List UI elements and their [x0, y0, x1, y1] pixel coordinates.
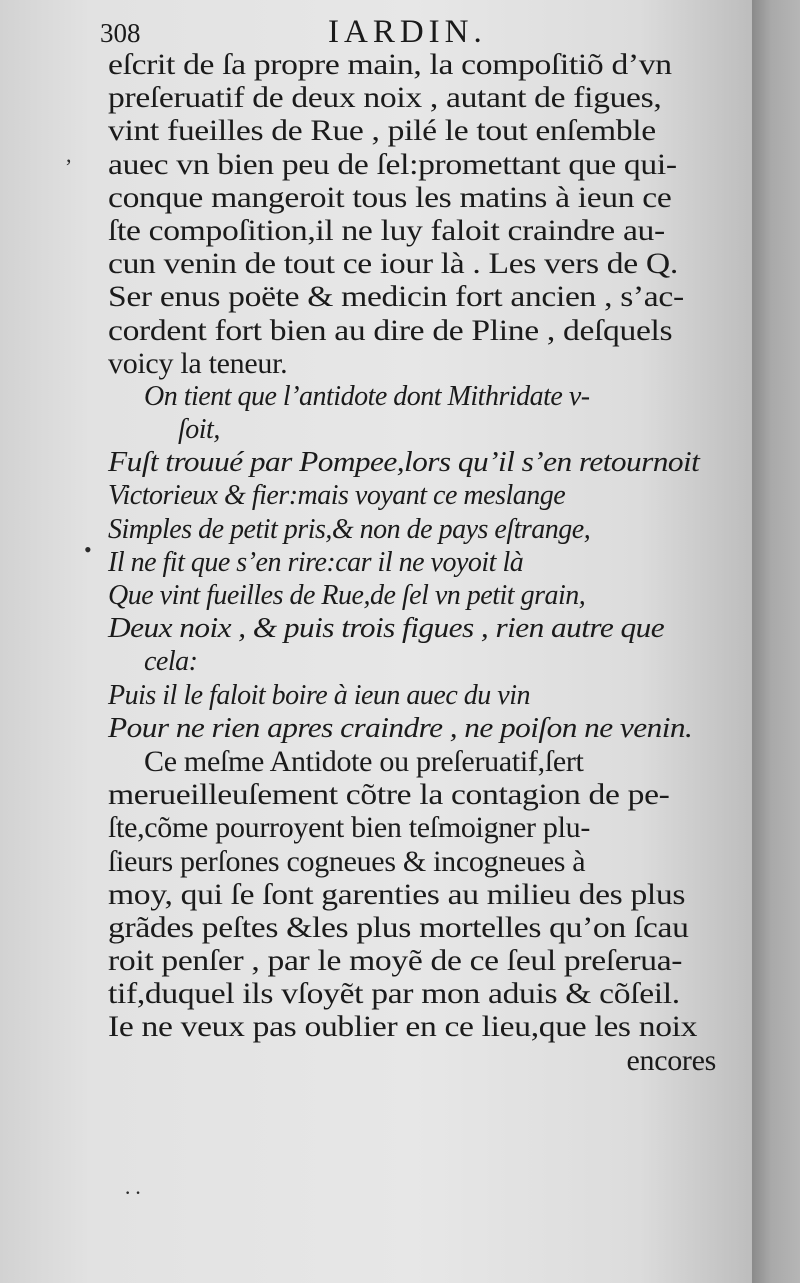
text-line: ſte,cõme pourroyent bien teſmoigner plu-	[108, 811, 591, 845]
verse-line: ſoit,	[178, 414, 220, 446]
verse-line: Il ne fit que s’en rire:car il ne voyoit là	[108, 546, 524, 578]
text-line: voicy la teneur.	[108, 346, 288, 380]
text-line: ſte compoſition,il ne luy faloit craindre au-	[108, 213, 665, 247]
text-line: cordent fort bien au dire de Pline , deſquels	[108, 313, 673, 347]
text-line: eſcrit de ſa propre main, la compoſitiõ d’vn	[108, 48, 672, 81]
margin-mark: ,	[66, 142, 72, 167]
text-line: vint fueilles de Rue , pilé le tout enſemble	[108, 114, 656, 148]
text-line: auec vn bien peu de ſel:promettant que qui-	[108, 147, 677, 181]
text-line: cun venin de tout ce iour là . Les vers de Q.	[108, 247, 678, 281]
text-line: Ie ne veux pas oublier en ce lieu,que les noix	[108, 1010, 698, 1044]
text-line: Ce meſme Antidote ou preſeruatif,ſert	[144, 744, 584, 778]
verse-line: On tient que l’antidote dont Mithridate v-	[144, 380, 590, 412]
text-line: Ser enus poëte & medicin fort ancien , s’ac-	[108, 280, 684, 314]
page-header	[100, 10, 720, 50]
verse-line: Simples de petit pris,& non de pays eſtrange,	[108, 513, 591, 545]
text-line: roit penſer , par le moyẽ de ce ſeul preſerua-	[108, 944, 683, 978]
page-edge	[752, 0, 800, 1283]
ink-specks: ··	[124, 1180, 145, 1205]
running-title: IARDIN.	[328, 14, 487, 50]
text-line: encores	[626, 1043, 716, 1077]
verse-line: Deux noix , & puis trois figues , rien autre que	[108, 613, 665, 645]
verse-line: Fuſt trouué par Pompee,lors qu’il s’en retournoit	[108, 447, 700, 479]
text-line: moy, qui ſe ſont garenties au milieu des plus	[108, 877, 686, 911]
text-line: conque mangeroit tous les matins à ieun ce	[108, 180, 672, 214]
text-line: preſeruatif de deux noix , autant de figues,	[108, 81, 662, 115]
verse-line: Puis il le faloit boire à ieun auec du vin	[108, 679, 530, 711]
verse-line: cela:	[144, 646, 198, 678]
text-line: merueilleuſement cõtre la contagion de pe-	[108, 778, 670, 812]
text-line: ſieurs perſones cogneues & incogneues à	[108, 844, 586, 878]
verse-line: Que vint fueilles de Rue,de ſel vn petit grain,	[108, 580, 586, 611]
verse-line: Pour ne rien apres craindre , ne poiſon ne venin.	[108, 712, 693, 744]
body-text	[108, 48, 716, 1077]
margin-mark: •	[84, 537, 92, 562]
verse-line: Victorieux & fier:mais voyant ce meslange	[108, 480, 566, 512]
text-line: grãdes peſtes &les plus mortelles qu’on ſcau	[108, 910, 689, 944]
page-number: 308	[100, 18, 141, 48]
text-line: tif,duquel ils vſoyẽt par mon aduis & cõſeil.	[108, 977, 680, 1011]
